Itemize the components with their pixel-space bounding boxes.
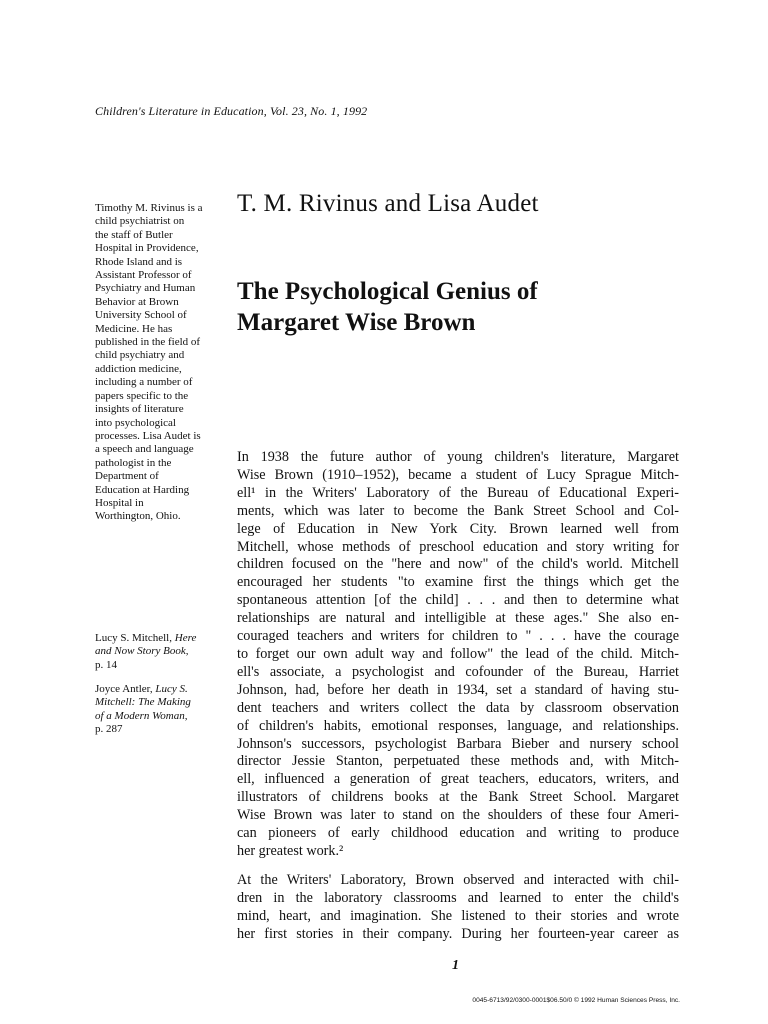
body-text-line: to forget our own adult way and follow" the lead of the child. Mitch- [237,645,679,662]
bio-line: Hospital in Providence, [95,242,199,255]
body-text-line: mind, heart, and imagination. She listened to their stories and wrote [237,907,679,924]
bio-line: papers specific to the [95,389,189,402]
body-text-line: dren in the laboratory classrooms and learned to enter the child's [237,889,679,906]
footnote-2-line-3: of a Modern Woman, [95,709,188,722]
bio-line: into psychological [95,416,176,429]
bio-line: Psychiatry and Human [95,282,196,295]
bio-line: child psychiatry and [95,349,185,362]
body-text-line: lege of Education in New York City. Brown learned well from [237,520,679,537]
body-paragraph-2 [237,872,679,944]
body-text-line: Mitchell, whose methods of preschool education and story writing for [237,538,679,555]
bio-line: addiction medicine, [95,362,182,375]
bio-line: insights of literature [95,403,184,416]
bio-line: Medicine. He has [95,322,173,335]
bio-line: Rhode Island and is [95,255,183,268]
author-bio [95,202,227,524]
body-text-line: encouraged her students "to examine first the things which get the [237,574,679,591]
footnote-2 [95,683,227,737]
bio-line: Department of [95,470,159,483]
body-text-line: ell¹ in the Writers' Laboratory of the Bureau of Educational Experi- [237,484,679,501]
page-number: 1 [452,958,459,973]
bio-line: Behavior at Brown [95,295,179,308]
bio-line: Assistant Professor of [95,269,192,282]
body-text-line: couraged teachers and writers for children to " . . . have the courage [237,628,679,645]
footnote-1-line-2: and Now Story Book, [95,645,189,658]
bio-line: child psychiatrist on [95,215,185,228]
body-text-line: children focused on the "here and now" of the child's world. Mitchell [237,556,679,573]
bio-line: pathologist in the [95,456,172,469]
footnote-2-line-2: Mitchell: The Making [95,696,191,709]
copyright-line: 0045-6713/92/0300-0001$06.50/0 © 1992 Human Sciences Press, Inc. [472,997,680,1004]
article-title-line: Margaret Wise Brown [237,309,476,336]
bio-line: Education at Harding [95,483,190,496]
body-text-line: her greatest work.² [237,842,344,859]
bio-line: Timothy M. Rivinus is a [95,202,203,214]
bio-line: Hospital in [95,496,144,509]
footnote-1 [95,632,227,672]
bio-line: the staff of Butler [95,228,173,241]
body-text-line: illustrators of childrens books at the Bank Street School. Margaret [237,789,679,806]
footnote-2-line-4: p. 287 [95,723,123,736]
body-text-line: her first stories in their company. During her fourteen-year career as [237,925,679,942]
body-text-line: director Jessie Stanton, perpetuated these methods and, with Mitch- [237,753,679,770]
bio-line: University School of [95,309,187,322]
body-text-line: At the Writers' Laboratory, Brown observed and interacted with chil- [237,872,679,888]
body-text-line: ments, which was later to become the Bank Street School and Col- [237,502,679,519]
bio-line: including a number of [95,376,193,389]
journal-header: Children's Literature in Education, Vol. 23, No. 1, 1992 [95,104,368,118]
body-paragraph-1 [237,449,679,861]
footnote-2-line-1: Joyce Antler, Lucy S. [95,683,188,695]
bio-line: a speech and language [95,443,194,456]
body-text-line: In 1938 the future author of young children's literature, Margaret [237,449,679,465]
article-title [237,276,538,338]
body-text-line: Wise Brown (1910–1952), became a student of Lucy Sprague Mitch- [237,466,679,483]
body-text-line: Johnson's successors, psychologist Barbara Bieber and nursery school [237,735,679,752]
bio-line: published in the field of [95,336,201,349]
body-text-line: Wise Brown was later to stand on the shoulders of these four Ameri- [237,807,679,824]
body-text-line: ell's associate, a psychologist and cofounder of the Bureau, Harriet [237,663,679,680]
body-text-line: relationships are natural and intelligible at these ages." She also en- [237,610,679,627]
body-text-line: spontaneous attention [of the child] . . . and then to determine what [237,592,679,609]
body-text-line: can pioneers of early childhood education and writing to produce [237,825,679,842]
body-text-line: ell, influenced a generation of great teachers, educators, writers, and [237,771,679,788]
article-title-line: The Psychological Genius of [237,278,538,305]
body-text-line: Johnson, had, before her death in 1934, set a standard of having stu- [237,681,679,698]
bio-line: processes. Lisa Audet is [95,429,201,442]
bio-line: Worthington, Ohio. [95,510,181,523]
body-text-line: of children's habits, emotional responses, language, and relationships. [237,717,679,734]
footnote-1-line-1: Lucy S. Mitchell, Here [95,632,197,644]
article-authors: T. M. Rivinus and Lisa Audet [237,190,539,217]
body-text-line: dent teachers and writers collect the data by classroom observation [237,699,679,716]
footnote-1-line-3: p. 14 [95,658,117,671]
